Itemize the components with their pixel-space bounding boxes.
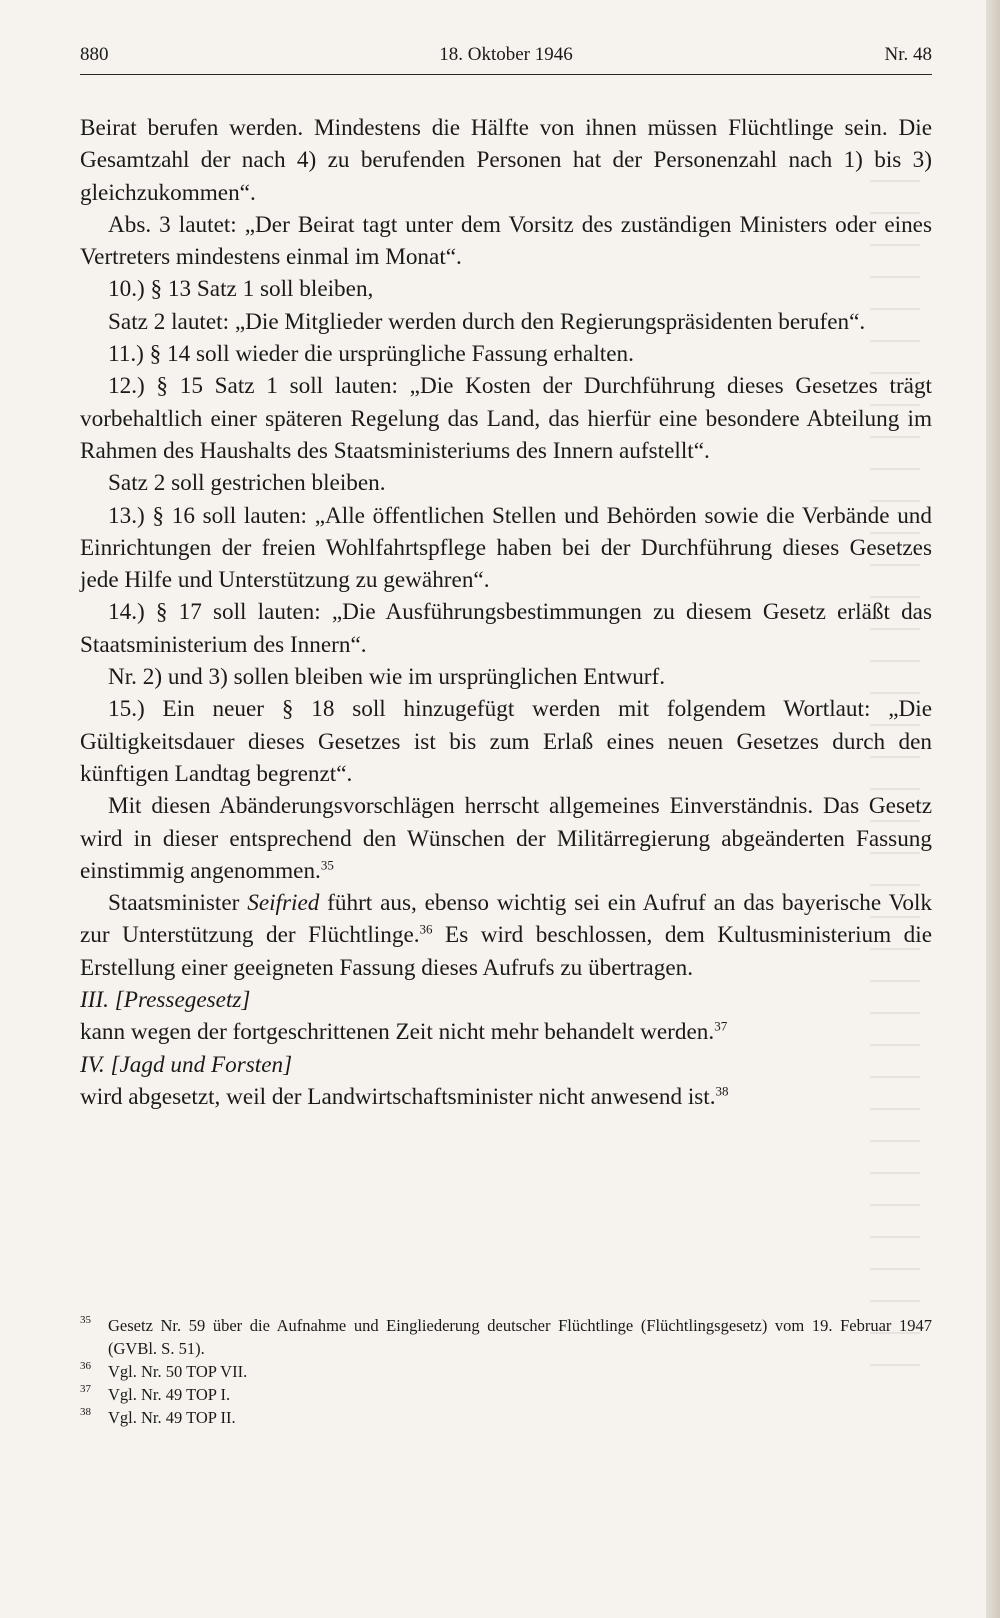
paragraph: Nr. 2) und 3) sollen bleiben wie im ursprünglichen Entwurf. [108, 664, 666, 691]
paragraph: 11.) § 14 soll wieder die ursprüngliche Fassung erhalten. [108, 341, 634, 368]
paragraph [80, 887, 932, 984]
paragraph: Satz 2 lautet: „Die Mitglieder werden durch den Regierungspräsidenten berufen“. [108, 308, 866, 335]
header-issue-number: Nr. 48 [884, 44, 932, 65]
paragraph-text: führt aus, ebenso wichtig sei ein Aufruf an das bayerische Volk zur Unterstützung der Flüchtlinge. [80, 890, 932, 949]
paragraph [80, 1016, 932, 1048]
footnote-ref[interactable]: 35 [320, 857, 334, 873]
footnote [80, 1383, 932, 1406]
footnote-number: 35 [80, 1314, 91, 1326]
footnote-ref[interactable]: 38 [715, 1083, 729, 1099]
person-name: Seifried [247, 890, 320, 917]
paragraph: Abs. 3 lautet: „Der Beirat tagt unter dem Vorsitz des zuständigen Ministers oder eines Vertreters mindestens einmal im Monat“. [80, 211, 932, 271]
footnote-text: Vgl. Nr. 49 TOP II. [108, 1408, 236, 1427]
header-date: 18. Oktober 1946 [439, 44, 573, 65]
paragraph-text: wird abgesetzt, weil der Landwirtschaftsminister nicht anwesend ist. [80, 1083, 716, 1110]
paragraph: 12.) § 15 Satz 1 soll lauten: „Die Kosten der Durchführung dieses Gesetzes trägt vorbehaltlich einer späteren Regelung das Land, das hierfür eine besondere Abteilung im Rahmen des Haushalts des Staatsministeriums des Innern aufstellt“. [80, 373, 932, 464]
paragraph-text: Es wird beschlossen, dem Kultusministerium die Erstellung einer geeigneten Fassung dieses Aufrufs zu übertragen. [80, 922, 932, 981]
body-text [80, 112, 932, 1113]
paragraph: 14.) § 17 soll lauten: „Die Ausführungsbestimmungen zu diesem Gesetz erläßt das Staatsministerium des Innern“. [80, 599, 932, 658]
paragraph: Satz 2 soll gestrichen bleiben. [108, 470, 386, 497]
footnote-number: 38 [80, 1406, 91, 1418]
footnote-text: Vgl. Nr. 50 TOP VII. [108, 1362, 248, 1381]
paragraph-text: kann wegen der fortgeschrittenen Zeit nicht mehr behandelt werden. [80, 1019, 715, 1046]
page-edge-shadow [986, 0, 1000, 1618]
section-heading: III. [Pressegesetz] [80, 987, 251, 1014]
paragraph: 10.) § 13 Satz 1 soll bleiben, [108, 276, 374, 303]
footnote-number: 37 [80, 1383, 91, 1395]
footnote-text: Vgl. Nr. 49 TOP I. [108, 1385, 231, 1404]
footnote [80, 1314, 932, 1360]
paragraph: 13.) § 16 soll lauten: „Alle öffentlichen Stellen und Behörden sowie die Verbände und Einrichtungen der freien Wohlfahrtspflege haben bei der Durchführung dieses Gesetzes jede Hilfe und Unterstützung zu gewähren“. [80, 502, 932, 594]
paragraph [80, 790, 932, 887]
paragraph-text: Staatsminister [108, 890, 248, 917]
paragraph: 15.) Ein neuer § 18 soll hinzugefügt werden mit folgendem Wortlaut: „Die Gültigkeitsdauer dieses Gesetzes ist bis zum Erlaß eines neuen Gesetzes durch den künftigen Landtag begrenzt“. [80, 696, 932, 787]
footnote-number: 36 [80, 1360, 91, 1372]
footnote [80, 1360, 932, 1383]
paragraph: Beirat berufen werden. Mindestens die Hälfte von ihnen müssen Flüchtlinge sein. Die Gesamtzahl der nach 4) zu berufenden Personen hat der Personenzahl nach 1) bis 3) gleichzukommen“. [80, 115, 932, 206]
section-heading: IV. [Jagd und Forsten] [80, 1051, 293, 1078]
running-header [80, 44, 932, 74]
paragraph [80, 1081, 932, 1113]
footnote-ref[interactable]: 36 [419, 921, 433, 937]
paragraph-text: Mit diesen Abänderungsvorschlägen herrscht allgemeines Einverständnis. Das Gesetz wird in dieser entsprechend den Wünschen der Militärregierung abgeänderten Fassung einstimmig angenommen. [80, 793, 932, 884]
header-rule [80, 74, 932, 75]
footnote-text: Gesetz Nr. 59 über die Aufnahme und Eingliederung deutscher Flüchtlinge (Flüchtlingsgesetz) vom 19. Februar 1947 (GVBl. S. 51). [108, 1316, 932, 1358]
footnotes [80, 1314, 932, 1429]
footnote [80, 1406, 932, 1429]
footnote-ref[interactable]: 37 [714, 1018, 728, 1034]
page-number: 880 [80, 44, 109, 65]
